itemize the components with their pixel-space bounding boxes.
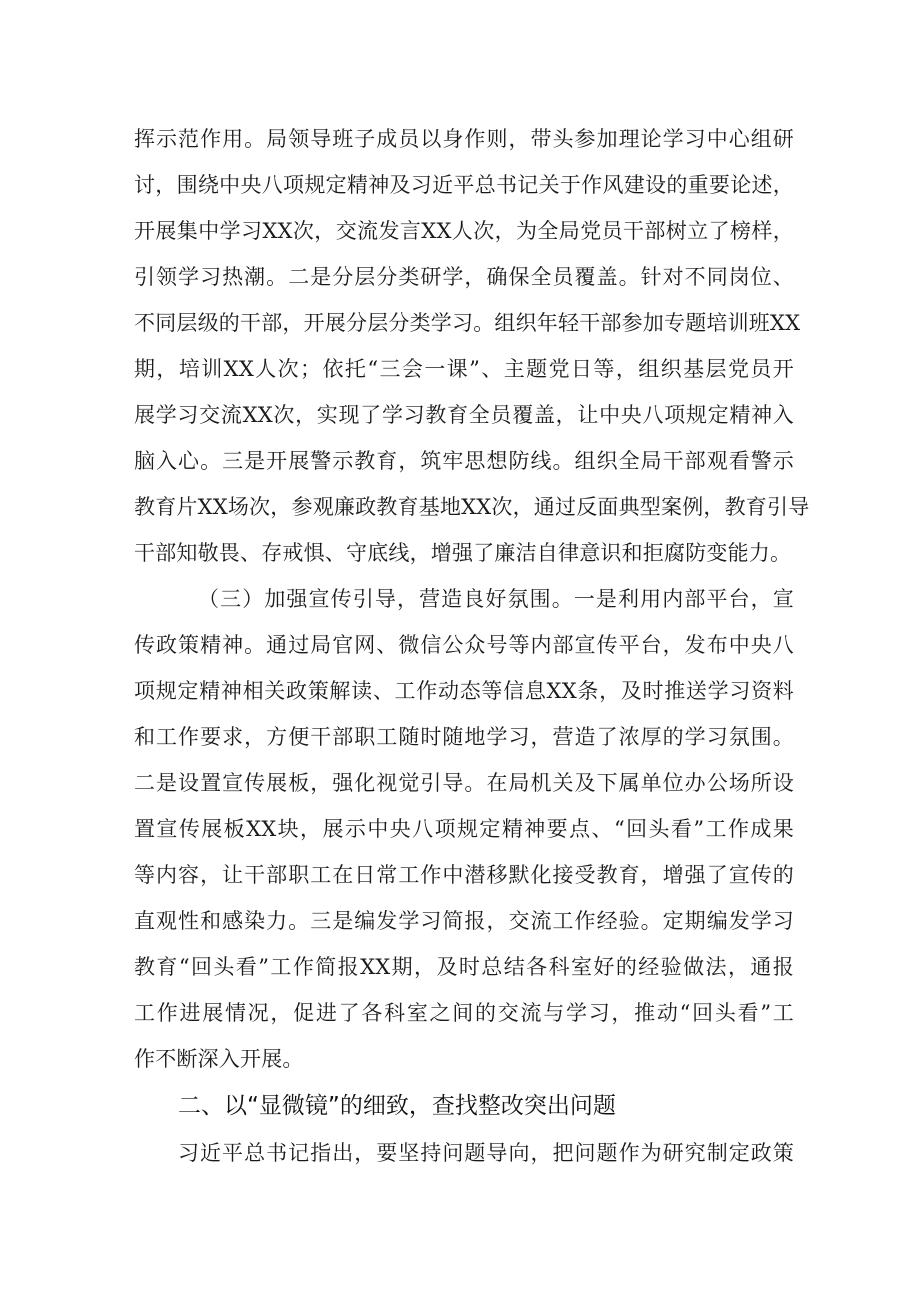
paragraph-line: 作不断深入开展。 (134, 1047, 304, 1071)
section-heading: 二、以“显微镜”的细致，查找整改突出问题 (178, 1093, 616, 1119)
paragraph-line: 期，培训XX人次；依托“三会一课”、主题党日等，组织基层党员开 (134, 357, 794, 381)
paragraph-line: 直观性和感染力。三是编发学习简报，交流工作经验。定期编发学习 (134, 909, 794, 933)
paragraph-line: 脑入心。三是开展警示教育，筑牢思想防线。组织全局干部观看警示 (134, 449, 794, 473)
paragraph-line: 二是设置宣传展板，强化视觉引导。在局机关及下属单位办公场所设 (134, 771, 794, 795)
paragraph-line-indented: （三）加强宣传引导，营造良好氛围。一是利用内部平台，宣 (198, 587, 794, 611)
paragraph-line: 不同层级的干部，开展分层分类学习。组织年轻干部参加专题培训班XX (134, 311, 801, 335)
paragraph-line: 教育片XX场次，参观廉政教育基地XX次，通过反面典型案例，教育引导 (134, 495, 810, 519)
paragraph-line: 置宣传展板XX块，展示中央八项规定精神要点、“回头看”工作成果 (134, 817, 794, 841)
paragraph-line: 引领学习热潮。二是分层分类研学，确保全员覆盖。针对不同岗位、 (134, 265, 794, 289)
paragraph-line: 挥示范作用。局领导班子成员以身作则，带头参加理论学习中心组研 (134, 127, 794, 151)
paragraph-line: 开展集中学习XX次，交流发言XX人次，为全局党员干部树立了榜样， (134, 219, 794, 243)
paragraph-line: 讨，围绕中央八项规定精神及习近平总书记关于作风建设的重要论述， (134, 173, 794, 197)
paragraph-line: 和工作要求，方便干部职工随时随地学习，营造了浓厚的学习氛围。 (134, 725, 794, 749)
paragraph-line: 项规定精神相关政策解读、工作动态等信息XX条，及时推送学习资料 (134, 679, 794, 703)
paragraph-line: 展学习交流XX次，实现了学习教育全员覆盖，让中央八项规定精神入 (134, 403, 794, 427)
paragraph-line: 传政策精神。通过局官网、微信公众号等内部宣传平台，发布中央八 (134, 633, 794, 657)
paragraph-line: 等内容，让干部职工在日常工作中潜移默化接受教育，增强了宣传的 (134, 863, 794, 887)
paragraph-line: 教育“回头看”工作简报XX期，及时总结各科室好的经验做法，通报 (134, 955, 794, 979)
paragraph-line: 干部知敬畏、存戒惧、守底线，增强了廉洁自律意识和拒腐防变能力。 (134, 541, 792, 565)
paragraph-line: 工作进展情况，促进了各科室之间的交流与学习，推动“回头看”工 (134, 1001, 794, 1025)
paragraph-line-indented: 习近平总书记指出，要坚持问题导向，把问题作为研究制定政策 (178, 1141, 794, 1165)
